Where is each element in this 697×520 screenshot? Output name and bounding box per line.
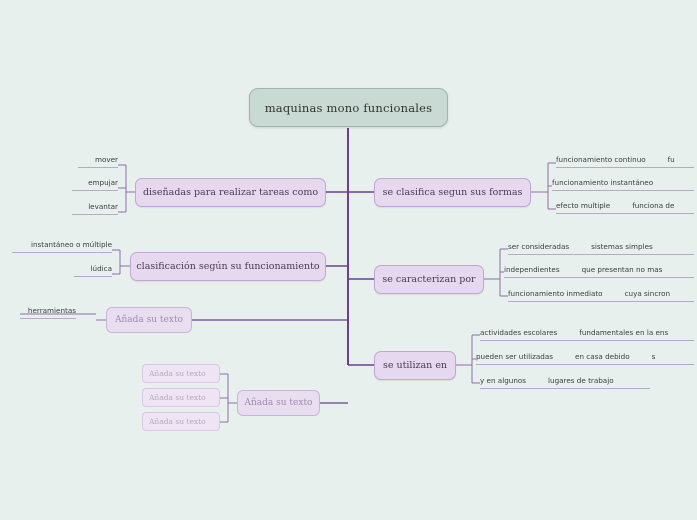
branch-node-clasificacion-funcionamiento[interactable] [130,252,326,281]
leaf-text-a: independientes [504,265,560,274]
leaf-text-a: funcionamiento continuo [556,155,646,164]
leaf-text-b: cuya sincron [624,289,671,298]
leaf-item[interactable] [78,155,118,168]
leaf-text-a: pueden ser utilizadas [476,352,554,361]
leaf-placeholder[interactable] [142,364,220,383]
branch-label: diseñadas para realizar tareas como [142,187,319,198]
leaf-text: levantar [88,202,118,211]
leaf-item[interactable] [556,155,694,168]
leaf-text: herramientas [27,306,76,315]
leaf-text: empujar [88,178,118,187]
leaf-item[interactable] [556,201,694,214]
leaf-text-b: sistemas simples [591,242,653,251]
leaf-item[interactable] [20,306,76,319]
leaf-item[interactable] [72,178,118,191]
branch-node-placeholder-2[interactable] [237,390,320,416]
branch-node-utilizan[interactable] [374,351,456,380]
leaf-text: mover [94,155,118,164]
branch-node-disenadas-tareas[interactable] [135,178,326,207]
leaf-text-a: y en algunos [480,376,527,385]
branch-label: Añada su texto [115,315,183,325]
leaf-item[interactable] [72,202,118,215]
branch-label: se clasifica segun sus formas [382,187,523,198]
leaf-text-c: s [651,352,656,361]
leaf-text-a: efecto multiple [556,201,611,210]
root-label: maquinas mono funcionales [264,100,433,115]
branch-node-caracterizan[interactable] [374,265,484,294]
leaf-item[interactable] [504,265,694,278]
leaf-text-a: actividades escolares [480,328,558,337]
leaf-text: lúdica [90,264,112,273]
branch-label: se utilizan en [382,360,448,371]
leaf-placeholder[interactable] [142,388,220,407]
branch-node-clasifica-formas[interactable] [374,178,531,207]
leaf-item[interactable] [552,178,694,191]
leaf-text-a: funcionamiento instantáneo [552,178,654,187]
leaf-text: Añada su texto [149,417,206,426]
leaf-text-a: funcionamiento inmediato [508,289,603,298]
leaf-text-a: ser consideradas [508,242,570,251]
branch-label: clasificación según su funcionamiento [136,261,320,272]
leaf-item[interactable] [480,376,650,389]
leaf-text-b: lugares de trabajo [548,376,614,385]
leaf-item[interactable] [508,289,694,302]
branch-label: Añada su texto [244,398,313,408]
leaf-text: Añada su texto [149,393,206,402]
leaf-item[interactable] [480,328,694,341]
leaf-text-b: fu [667,155,675,164]
leaf-item[interactable] [74,264,112,277]
leaf-item[interactable] [508,242,694,255]
leaf-text: instantáneo o múltiple [31,240,112,249]
leaf-item[interactable] [12,240,112,253]
leaf-text-b: fundamentales en la ens [579,328,669,337]
leaf-text-b: en casa debido [575,352,630,361]
branch-label: se caracterizan por [382,274,476,285]
leaf-text-b: funciona de [632,201,675,210]
leaf-text-b: que presentan no mas [581,265,663,274]
root-node[interactable] [249,88,448,127]
leaf-text: Añada su texto [149,369,206,378]
branch-node-placeholder-1[interactable] [106,307,192,333]
leaf-placeholder[interactable] [142,412,220,431]
leaf-item[interactable] [476,352,694,365]
